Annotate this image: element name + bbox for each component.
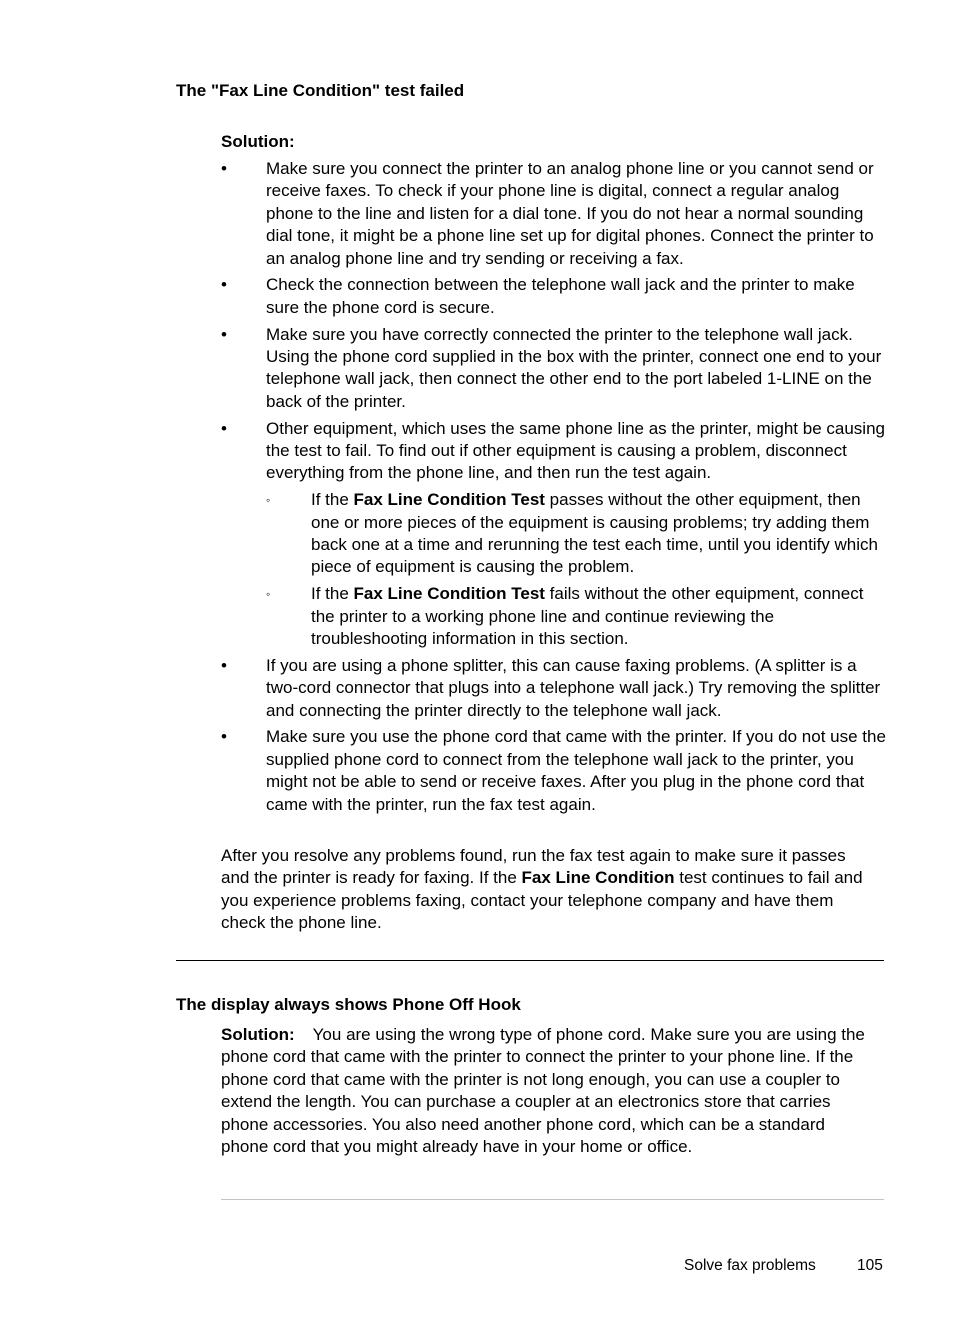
- bullet-icon: •: [221, 159, 227, 178]
- section-divider: [176, 960, 884, 961]
- bullet-icon: •: [221, 324, 227, 344]
- bullet-icon: •: [221, 418, 227, 438]
- list-item: • If you are using a phone splitter, this can cause faxing problems. (A splitter is a two-cord connector that plugs into a telephone wall jack.) Try removing the splitter and connecting the printer directly to the telephone wall jack.: [221, 655, 881, 720]
- list-item: • Make sure you connect the printer to an analog phone line or you cannot send or receive faxes. To check if your phone line is digital, connect a regular analog phone to the line and listen for a dial tone. If you do not hear a normal sounding dial tone, it might be a phone line set up for digital phones. Connect the printer to an analog phone line and try sending or receiving a fax.: [221, 159, 874, 268]
- bold-term: Fax Line Condition: [521, 868, 675, 888]
- list-item: • Make sure you use the phone cord that came with the printer. If you do not use the supplied phone cord to connect from the telephone wall jack to the printer, you might not be able to send or receive faxes. After you plug in the phone cord that came with the printer, run the fax test again.: [221, 727, 886, 814]
- sub-list-item: ◦ If the Fax Line Condition Test fails without the other equipment, connect the printer to a working phone line and continue reviewing the troubleshooting information in this section.: [266, 584, 864, 649]
- section-heading-fax-line-condition: The "Fax Line Condition" test failed: [176, 81, 465, 100]
- sub-bullet-icon: ◦: [266, 493, 271, 508]
- sub-list-item: ◦ If the Fax Line Condition Test passes without the other equipment, then one or more pieces of the equipment is causing problems; try adding them back one at a time and rerunning the test each time, until you identify which piece of equipment is causing the problem.: [266, 490, 878, 577]
- section-heading-phone-off-hook: The display always shows Phone Off Hook: [176, 995, 521, 1014]
- bold-term: Fax Line Condition Test: [353, 584, 545, 604]
- solution-bullet-list: [221, 158, 891, 821]
- list-item: • Other equipment, which uses the same phone line as the printer, might be causing the test to fail. To find out if other equipment is causing a problem, disconnect everything from the phone line, and then run the test again. ◦ If the Fax Line Condition Test passes without the other equipment, then one or more pieces of the equipment is causing problems; try adding them back one at a time and rerunning the test each time, until you identify which piece of equipment is causing the problem. ◦ If the Fax Line Condition Test fails without the other equipment, connect the printer to a working phone line and continue reviewing the troubleshooting information in this section.: [221, 418, 891, 651]
- solution-label: Solution:: [221, 132, 295, 151]
- sub-bullet-icon: ◦: [266, 587, 271, 602]
- list-item: • Make sure you have correctly connected the printer to the telephone wall jack. Using the phone cord supplied in the box with the printer, connect one end to your telephone wall jack, then connect the other end to the port labeled 1-LINE on the back of the printer.: [221, 324, 882, 411]
- bullet-icon: •: [221, 655, 227, 675]
- bullet-icon: •: [221, 727, 227, 747]
- closing-paragraph: After you resolve any problems found, run the fax test again to make sure it passes and the printer is ready for faxing. If the Fax Line Condition test continues to fail and you experience problems faxing, contact your telephone company and have them check the phone line.: [221, 846, 863, 933]
- list-item: • Check the connection between the telephone wall jack and the printer to make sure the phone cord is secure.: [221, 275, 855, 317]
- solution-paragraph: Solution: You are using the wrong type of phone cord. Make sure you are using the phone cord that came with the printer to connect the printer to your phone line. If the phone cord that came with the printer is not long enough, you can use a coupler to extend the length. You can purchase a coupler at an electronics store that carries phone accessories. You also need another phone cord, which can be a standard phone cord that you might already have in your home or office.: [221, 1025, 865, 1157]
- bullet-icon: •: [221, 275, 227, 295]
- bold-term: Fax Line Condition Test: [353, 490, 545, 510]
- solution-label: Solution:: [221, 1025, 295, 1044]
- page-number: 105: [857, 1257, 883, 1274]
- section-divider: [221, 1199, 884, 1200]
- footer-section-title: Solve fax problems: [684, 1257, 816, 1274]
